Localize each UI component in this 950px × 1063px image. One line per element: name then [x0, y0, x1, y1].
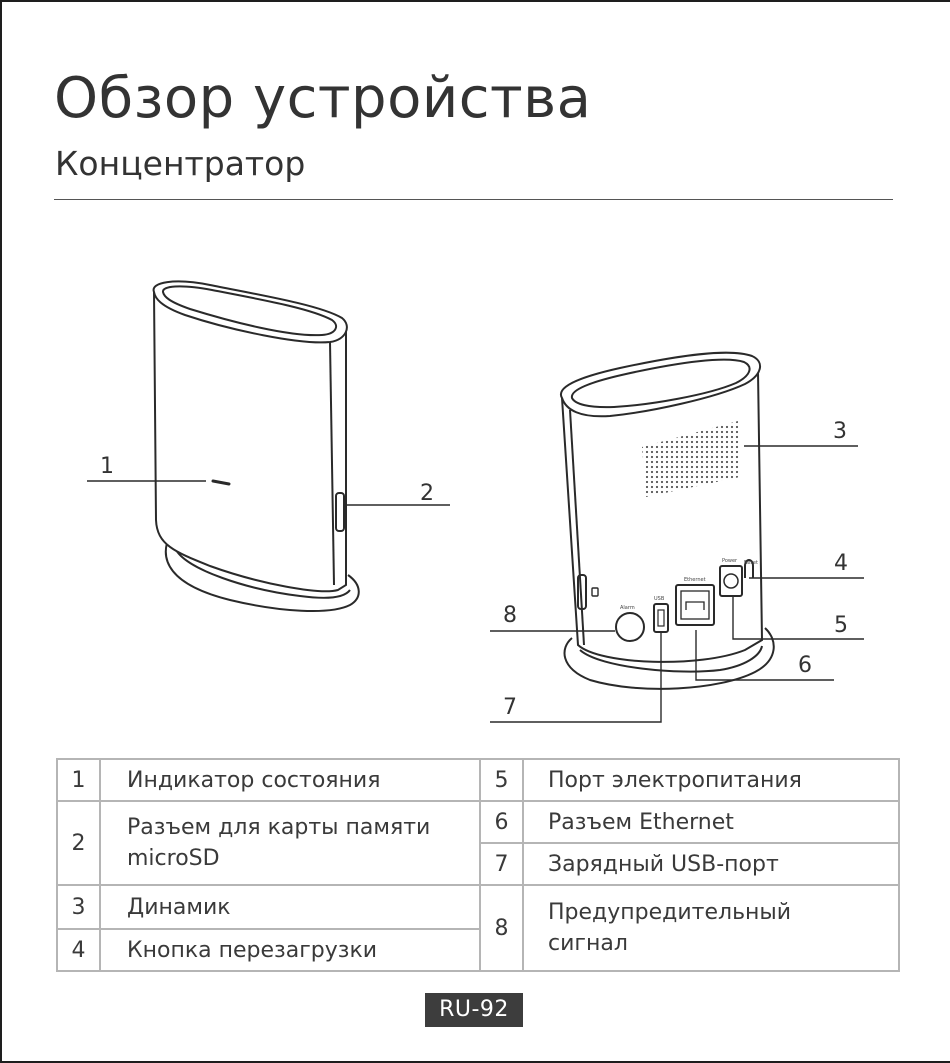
part-label: Предупредительный сигнал [523, 885, 899, 971]
part-number: 8 [480, 885, 523, 971]
callout-3: 3 [833, 419, 847, 444]
label-power-port: Power [722, 558, 738, 564]
part-number: 4 [57, 929, 100, 971]
page-number-badge: RU-92 [425, 993, 523, 1027]
callout-2: 2 [420, 481, 434, 506]
part-number: 5 [480, 759, 523, 801]
parts-table [56, 758, 900, 972]
callout-5: 5 [834, 613, 848, 638]
part-number: 6 [480, 801, 523, 843]
part-label: Разъем для карты памяти microSD [100, 801, 480, 885]
callout-1: 1 [100, 454, 114, 479]
callout-4: 4 [834, 551, 848, 576]
part-label: Индикатор состояния [100, 759, 480, 801]
hub-front-view [154, 281, 359, 611]
label-ethernet-port: Ethernet [684, 577, 706, 583]
table-row [57, 801, 899, 843]
part-label: Зарядный USB-порт [523, 843, 899, 885]
part-number: 1 [57, 759, 100, 801]
callout-7: 7 [503, 695, 517, 720]
table-row [57, 759, 899, 801]
table-row [57, 885, 899, 929]
label-alarm-port: Alarm [620, 605, 635, 611]
part-label: Разъем Ethernet [523, 801, 899, 843]
part-label: Порт электропитания [523, 759, 899, 801]
callout-6: 6 [798, 653, 812, 678]
callout-8: 8 [503, 603, 517, 628]
label-reset-port: Reset [744, 560, 758, 566]
label-usb-port: USB [654, 596, 665, 602]
part-label: Динамик [100, 885, 480, 929]
page-subtitle: Концентратор [55, 144, 306, 183]
part-number: 3 [57, 885, 100, 929]
part-number: 7 [480, 843, 523, 885]
part-label: Кнопка перезагрузки [100, 929, 480, 971]
page-title: Обзор устройства [54, 66, 592, 131]
part-number: 2 [57, 801, 100, 885]
